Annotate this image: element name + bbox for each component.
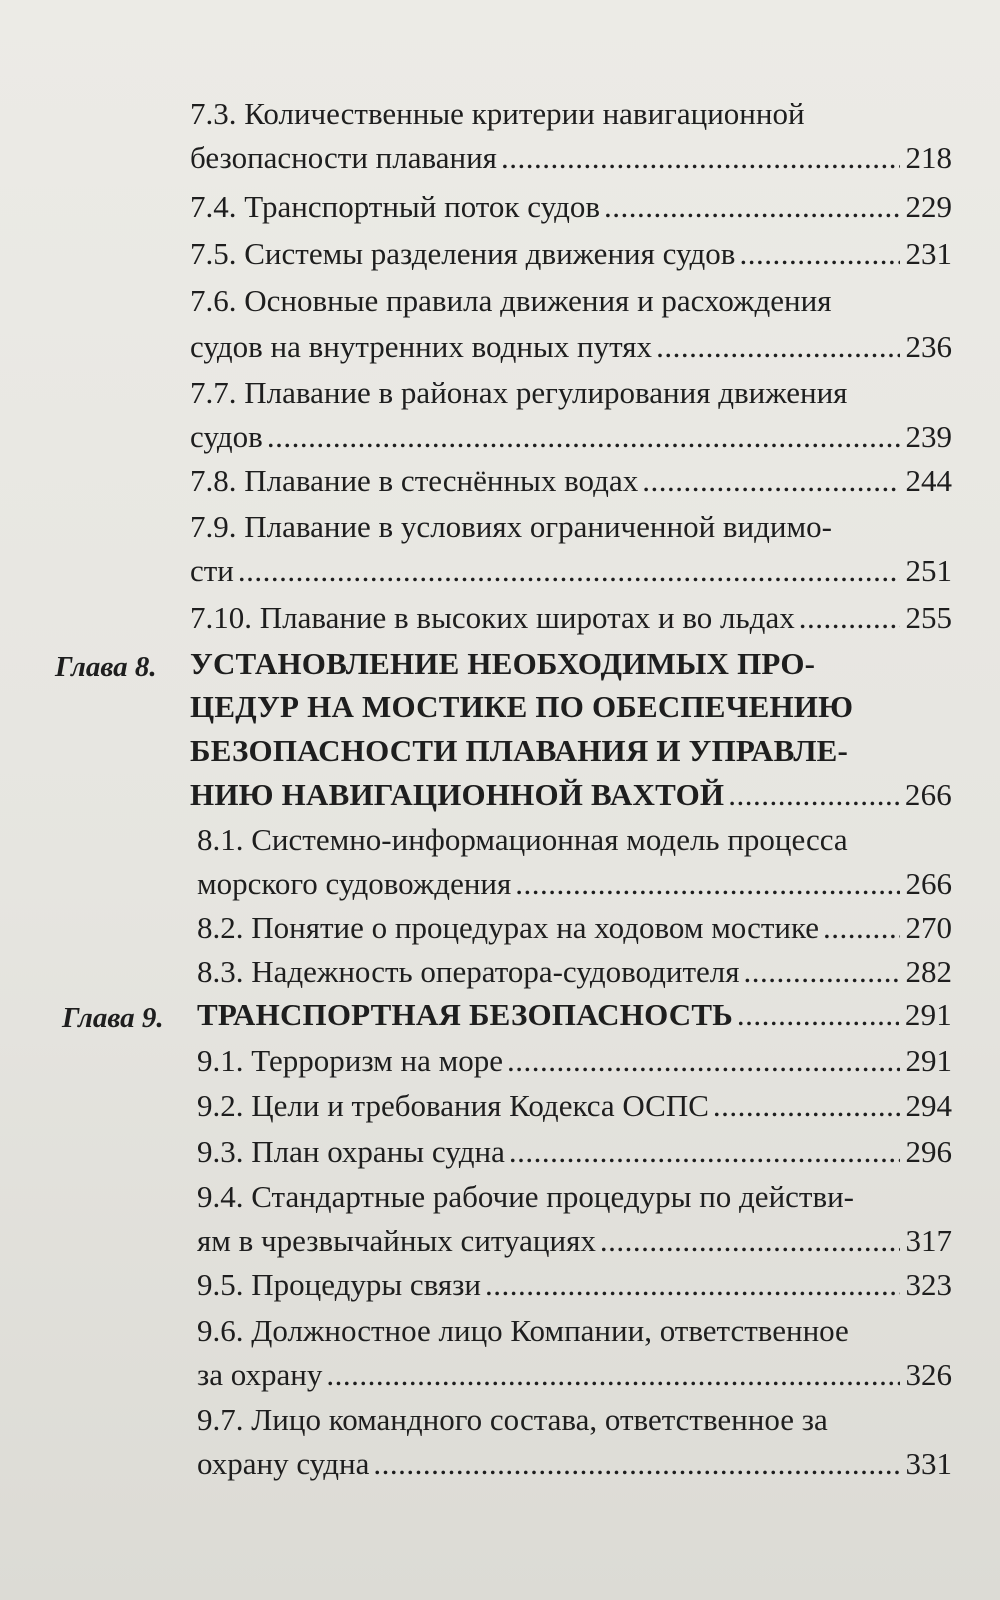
toc-entry-7-3 (190, 141, 952, 175)
leader-dots (604, 190, 899, 224)
leader-dots (507, 1044, 899, 1078)
page-number: 266 (904, 777, 952, 812)
toc-entry-7-10 (190, 601, 952, 635)
leader-dots (509, 1135, 900, 1169)
toc-entry-7-9 (190, 554, 952, 588)
toc-entry-text: НИЮ НАВИГАЦИОННОЙ ВАХТОЙ (190, 777, 725, 812)
leader-dots (326, 1358, 899, 1392)
leader-dots (267, 420, 900, 454)
page-number: 229 (905, 189, 952, 224)
leader-dots (728, 778, 899, 812)
toc-entry-7-6 (190, 330, 952, 364)
toc-entry-text: безопасности плавания (190, 140, 497, 175)
page-number: 218 (905, 140, 952, 175)
toc-entry-text: 7.5. Системы разделения движения судов (190, 236, 736, 271)
toc-entry-9-7 (197, 1447, 952, 1481)
chapter-8-title-line-1: УСТАНОВЛЕНИЕ НЕОБХОДИМЫХ ПРО- (190, 646, 816, 681)
leader-dots (737, 998, 899, 1032)
page-number: 239 (905, 419, 952, 454)
page-number: 317 (905, 1223, 952, 1258)
toc-entry-7-9-title: 7.9. Плавание в условиях ограниченной видимо- (190, 509, 832, 544)
chapter-8-label: Глава 8. (55, 651, 157, 683)
toc-entry-7-5 (190, 237, 952, 271)
page-number: 323 (905, 1267, 952, 1302)
leader-dots (501, 141, 900, 175)
page-number: 270 (905, 910, 952, 945)
toc-entry-9-1 (197, 1044, 952, 1078)
toc-entry-8-2 (197, 911, 952, 945)
toc-entry-7-4 (190, 190, 952, 224)
toc-entry-text: 7.8. Плавание в стеснённых водах (190, 463, 639, 498)
toc-entry-text: 9.1. Терроризм на море (197, 1043, 504, 1078)
toc-entry-9-2 (197, 1089, 952, 1123)
toc-entry-text: 9.3. План охраны судна (197, 1134, 505, 1169)
chapter-8-title-line-3: БЕЗОПАСНОСТИ ПЛАВАНИЯ И УПРАВЛЕ- (190, 733, 849, 768)
toc-entry-text: 7.4. Транспортный поток судов (190, 189, 601, 224)
page-number: 296 (905, 1134, 952, 1169)
toc-entry-text: 9.5. Процедуры связи (197, 1267, 482, 1302)
leader-dots (515, 867, 899, 901)
page-number: 291 (904, 997, 952, 1032)
page-number: 294 (905, 1088, 952, 1123)
toc-entry-text: судов (190, 419, 263, 454)
toc-entry-text: 8.3. Надежность оператора-судоводителя (197, 954, 740, 989)
toc-entry-7-7 (190, 420, 952, 454)
toc-entry-text: сти (190, 553, 234, 588)
toc-entry-9-4-title: 9.4. Стандартные рабочие процедуры по действи- (197, 1179, 855, 1214)
page-number: 244 (905, 463, 952, 498)
leader-dots (823, 911, 899, 945)
page-number: 291 (905, 1043, 952, 1078)
toc-entry-8-1-title: 8.1. Системно-информационная модель процесса (197, 822, 848, 857)
toc-entry-9-5 (197, 1268, 952, 1302)
chapter-8-title-line-2: ЦЕДУР НА МОСТИКЕ ПО ОБЕСПЕЧЕНИЮ (190, 689, 854, 724)
leader-dots (799, 601, 900, 635)
toc-entry-7-6-title: 7.6. Основные правила движения и расхождения (190, 283, 832, 318)
toc-entry-9-4 (197, 1224, 952, 1258)
leader-dots (744, 955, 900, 989)
toc-entry-9-7-title: 9.7. Лицо командного состава, ответственное за (197, 1402, 828, 1437)
toc-entry-text: судов на внутренних водных путях (190, 329, 653, 364)
page-number: 236 (905, 329, 952, 364)
chapter-9-label: Глава 9. (62, 1002, 164, 1034)
leader-dots (485, 1268, 899, 1302)
page-number: 282 (905, 954, 952, 989)
chapter-8-title-line-4 (190, 778, 952, 812)
toc-entry-text: ям в чрезвычайных ситуациях (197, 1223, 596, 1258)
page-number: 255 (905, 600, 952, 635)
toc-entry-text: морского судовождения (197, 866, 512, 901)
toc-entry-9-6 (197, 1358, 952, 1392)
toc-entry-9-3 (197, 1135, 952, 1169)
toc-entry-8-3 (197, 955, 952, 989)
leader-dots (656, 330, 899, 364)
chapter-9-title (197, 998, 952, 1032)
toc-entry-8-1 (197, 867, 952, 901)
toc-entry-text: 9.2. Цели и требования Кодекса ОСПС (197, 1088, 709, 1123)
toc-entry-text: за охрану (197, 1357, 323, 1392)
page-number: 326 (905, 1357, 952, 1392)
leader-dots (739, 237, 899, 271)
toc-entry-7-7-title: 7.7. Плавание в районах регулирования движения (190, 375, 848, 410)
toc-entry-7-8 (190, 464, 952, 498)
leader-dots (713, 1089, 900, 1123)
page-number: 231 (905, 236, 952, 271)
page-number: 331 (905, 1446, 952, 1481)
page-number: 266 (905, 866, 952, 901)
toc-entry-text: охрану судна (197, 1446, 370, 1481)
leader-dots (600, 1224, 900, 1258)
toc-entry-text: 7.10. Плавание в высоких широтах и во льдах (190, 600, 795, 635)
toc-entry-9-6-title: 9.6. Должностное лицо Компании, ответственное (197, 1313, 849, 1348)
toc-entry-7-3-title: 7.3. Количественные критерии навигационной (190, 96, 805, 131)
toc-entry-text: ТРАНСПОРТНАЯ БЕЗОПАСНОСТЬ (197, 997, 733, 1032)
leader-dots (238, 554, 900, 588)
leader-dots (373, 1447, 899, 1481)
leader-dots (642, 464, 899, 498)
page-number: 251 (905, 553, 952, 588)
toc-entry-text: 8.2. Понятие о процедурах на ходовом мостике (197, 910, 820, 945)
